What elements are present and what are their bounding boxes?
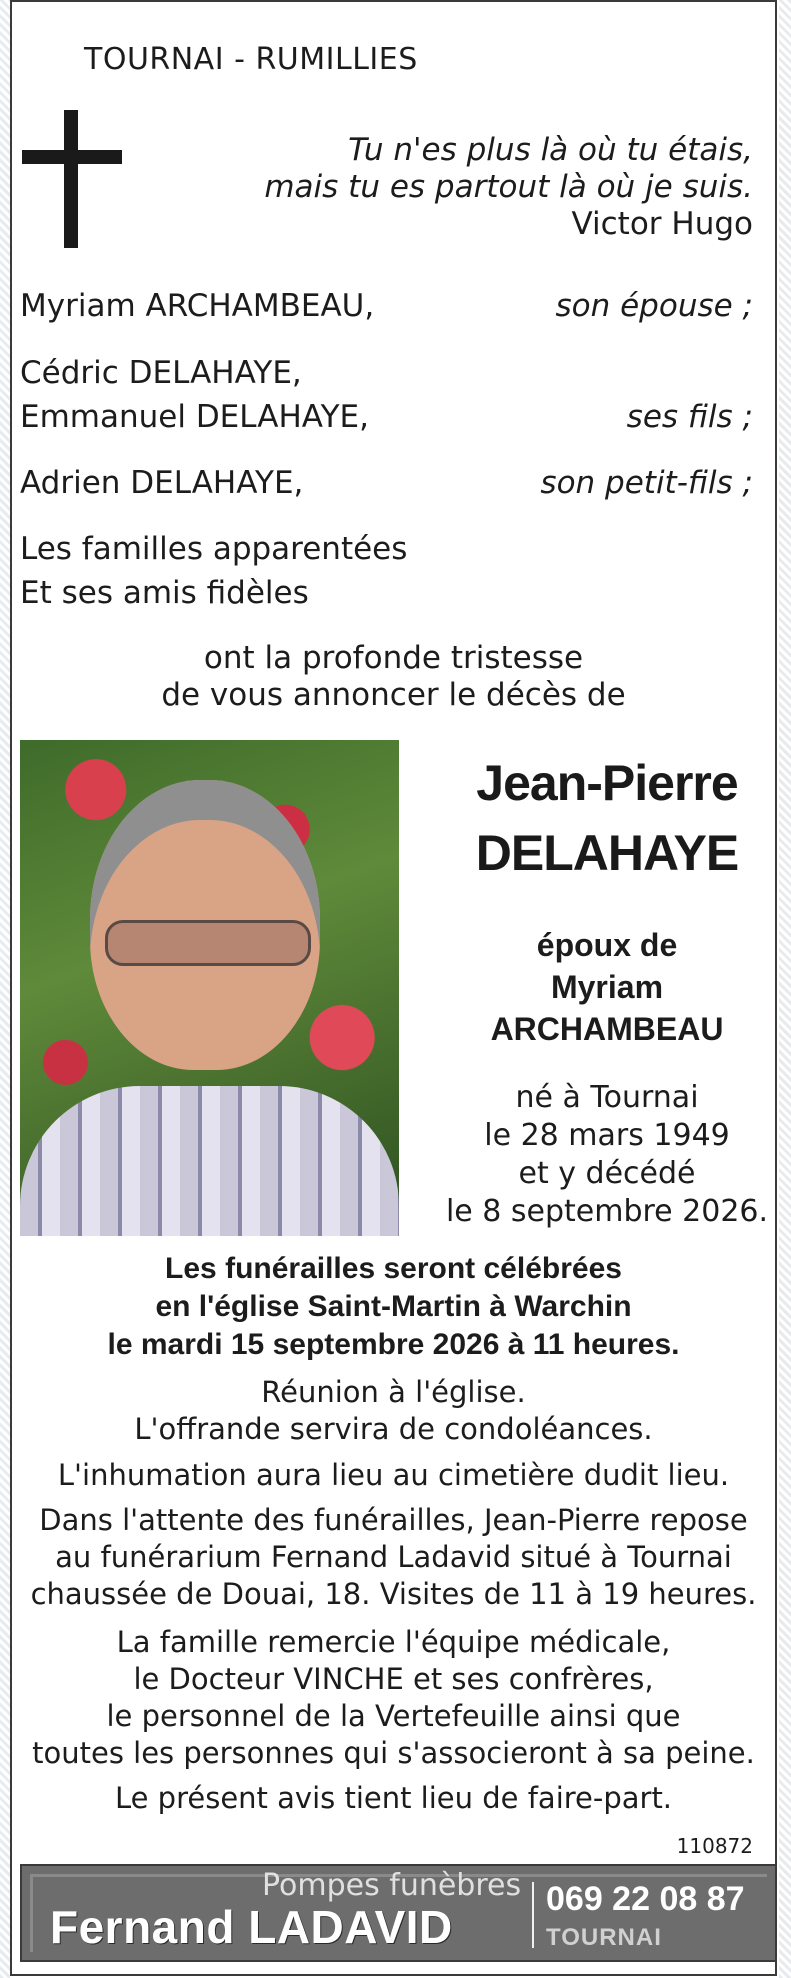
deceased-last-name: DELAHAYE [475,825,739,881]
notice-paragraph [12,1780,775,1817]
detail-line: Dans l'attente des funérailles, Jean-Pierre repose [39,1503,748,1537]
location-heading: TOURNAI - RUMILLIES [84,42,418,77]
epigraph-quote [264,132,753,243]
funeral-line: en l'église Saint-Martin à Warchin [155,1290,632,1323]
quote-author: Victor Hugo [571,206,753,242]
funeral-home-city: TOURNAI [546,1924,662,1951]
funeral-home-label: Pompes funèbres [262,1868,522,1903]
family-relation: ses fils ; [626,399,753,435]
detail-line: L'offrande servira de condoléances. [134,1412,653,1446]
funeral-home-phone: 069 22 08 87 [546,1880,745,1918]
family-name: Cédric DELAHAYE, [20,355,302,391]
relatives-line-1: Les familles apparentées [20,531,408,567]
left-decorative-stripe [0,0,10,1978]
spouse-line: Myriam [550,969,664,1005]
funeral-home-banner [20,1864,777,1962]
family-name: Adrien DELAHAYE, [20,465,304,501]
funeral-line: le mardi 15 septembre 2026 à 11 heures. [107,1328,680,1361]
announcement-line-1: ont la profonde tristesse [203,640,584,676]
obituary-card [10,0,777,1976]
thanks-paragraph [12,1624,775,1772]
deceased-first-name: Jean-Pierre [476,755,738,811]
funeral-line: Les funérailles seront célébrées [165,1252,622,1285]
relatives-line-2: Et ses amis fidèles [20,575,309,611]
portrait-photo [20,740,399,1236]
birth-date: le 28 mars 1949 [484,1118,730,1153]
detail-line: L'inhumation aura lieu au cimetière dudit lieu. [57,1458,730,1492]
detail-line: toutes les personnes qui s'associeront à sa peine. [32,1736,755,1770]
family-row [20,354,753,392]
family-row [20,464,753,502]
family-name: Emmanuel DELAHAYE, [20,399,369,435]
portrait-glasses [105,920,311,966]
death-place: et y décédé [518,1156,696,1191]
banner-divider [532,1882,534,1948]
detail-line: Le présent avis tient lieu de faire-part. [114,1781,673,1815]
announcement-line-2: de vous annoncer le décès de [161,677,626,713]
death-date: le 8 septembre 2026. [445,1194,769,1229]
family-row [20,287,753,325]
cross-icon [64,110,78,248]
reference-number: 110872 [676,1834,753,1858]
funeral-info [12,1250,775,1364]
family-relation: son épouse ; [555,288,753,324]
quote-line-1: Tu n'es plus là où tu étais, [348,132,753,168]
visitation-paragraph [12,1502,775,1613]
quote-line-2: mais tu es partout là où je suis. [264,169,753,205]
birth-death-block [432,1079,782,1231]
funeral-home-name: Fernand LADAVID [50,1901,453,1953]
detail-line: le Docteur VINCHE et ses confrères, [133,1662,654,1696]
detail-line: au funérarium Fernand Ladavid situé à Tournai [55,1540,732,1574]
family-row [20,398,753,436]
cross-icon-bar [22,150,122,164]
family-relation: son petit-fils ; [540,465,753,501]
portrait-shirt [20,1086,399,1236]
spouse-line: époux de [536,927,678,963]
detail-line: Réunion à l'église. [261,1375,526,1409]
birth-place: né à Tournai [515,1080,699,1115]
gathering-paragraph [12,1374,775,1448]
detail-line: le personnel de la Vertefeuille ainsi que [106,1699,681,1733]
family-name: Myriam ARCHAMBEAU, [20,288,375,324]
detail-line: La famille remercie l'équipe médicale, [116,1625,671,1659]
burial-paragraph [12,1457,775,1494]
detail-line: chaussée de Douai, 18. Visites de 11 à 19 heures. [30,1577,757,1611]
spouse-line: ARCHAMBEAU [490,1011,724,1047]
spouse-block [432,924,782,1050]
